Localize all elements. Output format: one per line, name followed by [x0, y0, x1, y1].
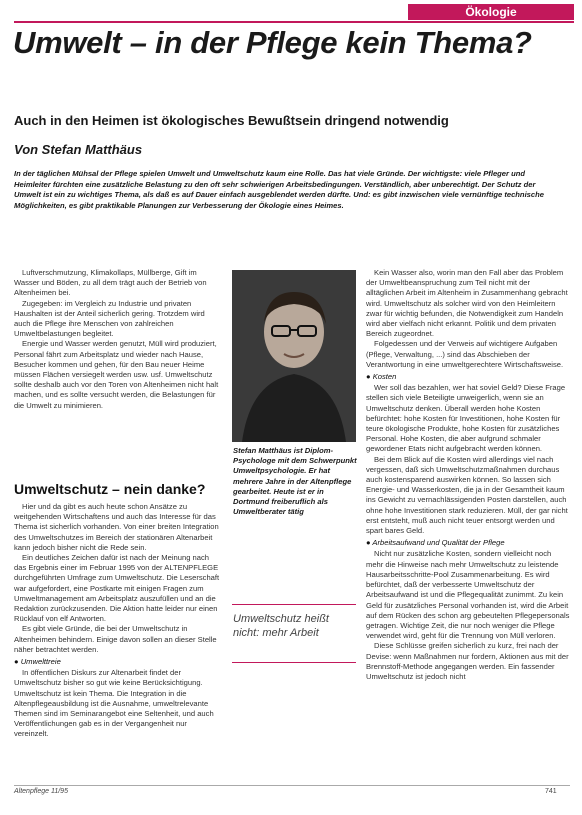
bullet-heading: ● Umwelttreie	[14, 657, 61, 667]
paragraph: Kein Wasser also, worin man den Fall aber das Problem der Umweltbeanspruchung zum Teil nicht mit der alltäglichen Arbeit im Altenheim in Zusammenhang gebracht wird. Umweltschutz als solcher wird von den Heimleitern zwar für wichtig befunden, die Notwendigkeit zum Handeln wird aber vielfach nicht erkannt. Politik und dem privaten Bereich zugeordnet.	[366, 268, 568, 339]
header-rule	[14, 21, 574, 23]
pull-quote-rule-bottom	[232, 662, 356, 663]
paragraph: Es gibt viele Gründe, die bei der Umweltschutz in Altenheimen behindern. Einige davon sollen an dieser Stelle näher betrachtet werden.	[14, 624, 217, 654]
column-left-bottom	[14, 480, 220, 740]
column-right	[366, 268, 570, 682]
page-number: 741	[545, 788, 557, 795]
paragraph: In öffentlichen Diskurs zur Altenarbeit findet der Umweltschutz bisher so gut wie keine Berücksichtigung. Umweltschutz ist kein Thema. Die Integration in die Altenpflegeausbildung ist die Ausnahme, umweltrelevante Themen sind im Seminarangebot eine Seltenheit, und auch Veröffentlichungen gab es in der Vergangenheit nur vereinzelt.	[14, 668, 214, 739]
paragraph: Bei dem Blick auf die Kosten wird allerdings viel nach vergessen, daß sich Umweltschutzmaßnahmen durchaus auch kostensparend auswirken können. So lassen sich Energie- und Wasserkosten, die ja in der Gesamtheit kaum ins Gewicht zu vernachlässigenden Posten darstellen, auch ohne hohe Investitionen stark reduzieren. Müll, der gar nicht erst entsteht, muß auch nicht teuer entsorgt werden und spart bares Geld.	[366, 454, 568, 536]
bullet-heading-text: Umwelttreie	[20, 657, 61, 667]
bullet-heading-text: Kosten	[372, 372, 397, 382]
article-title: Umwelt – in der Pflege kein Thema?	[13, 25, 532, 60]
author-photo	[232, 270, 356, 442]
paragraph: Energie und Wasser werden genutzt, Müll wird produziert, Personal fährt zum Arbeitsplatz und wieder nach Hause, Besucher kommen und gehen, für den Bau neuer Heime müssen Flächen versiegelt werden usw. usf. Umweltschutz sollte deshalb auch vor den Toren von Altenheimen nicht halt machen, und es sollte versucht werden, die Belastungen für die Umwelt zu minimieren.	[14, 339, 219, 410]
footer-publication: Altenpflege 11/95	[14, 788, 68, 795]
column-left-top	[14, 268, 220, 411]
paragraph: Zugegeben: im Vergleich zu Industrie und privaten Haushalten ist der Anteil sicherlich gering. Trotzdem wird auch die Pflege ihre Menschen von zahlreichen Umweltbelastungen begleitet.	[14, 298, 205, 339]
footer-rule	[14, 785, 570, 786]
bullet-heading-text: Arbeitsaufwand und Qualität der Pflege	[372, 538, 505, 548]
pull-quote: Umweltschutz heißt nicht: mehr Arbeit	[233, 613, 329, 639]
paragraph: Nicht nur zusätzliche Kosten, sondern vielleicht noch mehr die Hinweise nach mehr Umweltschutz zu leistende Hausarbeitsschritte-Pool Zusammenarbeitung. Es wird befürchtet, daß der verbesserte Umweltschutz der Arbeitsaufwand ist und die Pflegequalität zunimmt. Zu kein Geld für zusätzliches Personal vorhanden ist, wird die Arbeit auf dem Rücken des schon arg gebeutelten Pflegepersonals getragen. Wichtige Zeit, die nur noch weniger die Pflege verwendet wird, geht für die Trennung von Müll verloren.	[366, 549, 570, 641]
byline: Von Stefan Matthäus	[14, 142, 143, 157]
paragraph: Ein deutliches Zeichen dafür ist nach der Meinung nach das Ergebnis einer im Februar 1995 von der ALTENPFLEGE durchgeführten Umfrage zum Umweltschutz. Die Leserschaft war aufgefordert, eine Postkarte mit einigen Fragen zum Umweltmanagement am Arbeitsplatz auszufüllen und an die Redaktion zurückzusenden. Die Aktion hatte leider nur einen Rücklauf von elf Antworten.	[14, 553, 220, 624]
paragraph: Folgedessen und der Verweis auf wichtigere Aufgaben (Pflege, Verwaltung, ...) sind das Abschieben der Verantwortung in eine umweltgerechtere Wirtschaftsweise.	[366, 339, 564, 369]
pull-quote-rule-top	[232, 604, 356, 605]
paragraph: Luftverschmutzung, Klimakollaps, Müllberge, Gift im Wasser und Böden, zu all dem trägt auch der Betrieb von Altenheimen bei.	[14, 268, 207, 298]
paragraph: Hier und da gibt es auch heute schon Ansätze zu weitgehenden Wirtschaftens und auch das Interesse für das Thema ist sicherlich vorhanden. Von einer breiten Integration des Umweltschutzes im Bereich der stationären Altenarbeit kann jedoch bisher nicht die Rede sein.	[14, 502, 219, 552]
lead-paragraph: In der täglichen Mühsal der Pflege spielen Umwelt und Umweltschutz kaum eine Rolle. Das hat viele Gründe. Der wichtigste: viele Pfleger und Heimleiter fürchten eine zusätzliche Belastung zu den oft sehr schwierigen Arbeitsbedingungen. Verständlich, aber unberechtigt. Der Schutz der Umwelt ist ein zu wichtiges Thema, als daß es auf Dauer einfach ausgeblendet werden dürfte. Und: es gibt inzwischen viele vernünftige technische Möglichkeiten, es gibt praktikable Planungen zur Verbesserung der Ökologie eines Heimes.	[14, 169, 544, 210]
bullet-heading: ● Arbeitsaufwand und Qualität der Pflege	[366, 538, 505, 548]
article-subtitle: Auch in den Heimen ist ökologisches Bewußtsein dringend notwendig	[14, 113, 449, 128]
photo-caption: Stefan Matthäus ist Diplom-Psychologe mit dem Schwerpunkt Umweltpsychologie. Er hat mehrere Jahre in der Altenpflege gearbeitet. Heute ist er in Dortmund freiberuflich als Umweltberater tätig	[233, 446, 357, 517]
portrait-illustration	[232, 270, 356, 442]
section-heading: Umweltschutz – nein danke?	[14, 481, 206, 497]
bullet-heading: ● Kosten	[366, 372, 397, 382]
section-tag: Ökologie	[408, 4, 574, 20]
paragraph: Wer soll das bezahlen, wer hat soviel Geld? Diese Frage stellen sich viele Beteiligte unweigerlich, wenn sie an Umweltschutz denken. Überall werden hohe Kosten befürchtet: hohe Kosten für Investitionen, hohe Kosten für teure ökologische Produkte, hohe Kosten für zusätzliches Personal. Hohe Kosten, die aber aufgrund schmaler gewordener Etats nicht aufgebracht werden können.	[366, 383, 566, 454]
paragraph: Diese Schlüsse greifen sicherlich zu kurz, frei nach der Devise: wenn Maßnahmen nur fordern, Aktionen aus mit der Brennstoff-Methode angegangen werden. Ein fassender Umweltschutz ist jedoch nicht	[366, 641, 569, 681]
